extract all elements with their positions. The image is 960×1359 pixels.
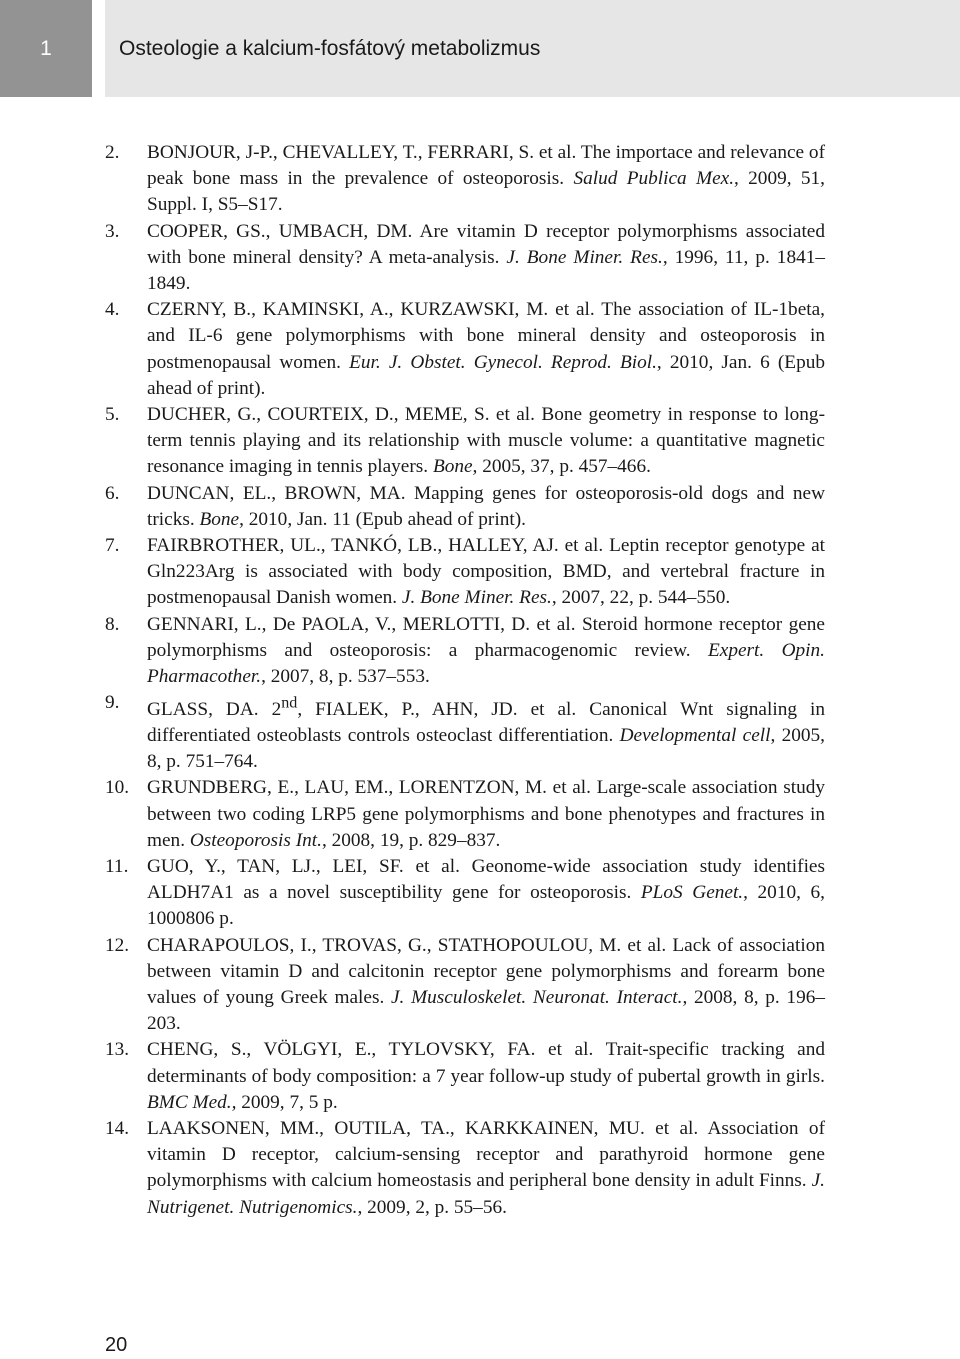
reference-segment: GLASS, DA. 2 bbox=[147, 698, 282, 720]
reference-number: 7. bbox=[105, 535, 120, 557]
reference-segment: , 2009, 2, p. 55–56. bbox=[357, 1196, 507, 1218]
reference-item bbox=[105, 854, 825, 933]
reference-number: 6. bbox=[105, 482, 120, 504]
reference-journal: Osteoporosis Int. bbox=[189, 829, 322, 851]
reference-segment: , 2005, 8, p. 751–764. bbox=[147, 724, 825, 773]
reference-segment: COOPER, GS., UMBACH, DM. Are vitamin D receptor polymorphisms associated with bone mineral density? A meta-analysis. bbox=[147, 220, 825, 268]
reference-segment: GENNARI, L., De PAOLA, V., MERLOTTI, D. et al. Steroid hormone receptor gene polymorphisms and osteoporosis: a pharmacogenomic review. bbox=[147, 613, 825, 661]
chapter-number: 1 bbox=[40, 36, 52, 60]
reference-journal: Bone bbox=[199, 508, 240, 530]
reference-number: 14. bbox=[105, 1117, 130, 1139]
reference-item bbox=[105, 481, 825, 533]
reference-text bbox=[147, 777, 825, 850]
reference-text bbox=[147, 1039, 825, 1112]
reference-segment: 2005, 37, p. 457–466. bbox=[477, 456, 651, 478]
reference-journal: Bone, bbox=[432, 456, 478, 478]
reference-journal: J. Musculoskelet. Neuronat. Interact. bbox=[391, 986, 683, 1008]
reference-segment: , 2007, 22, p. 544–550. bbox=[551, 587, 731, 609]
reference-item bbox=[105, 1116, 825, 1221]
reference-number: 9. bbox=[105, 692, 120, 714]
reference-item bbox=[105, 775, 825, 854]
reference-text bbox=[147, 694, 825, 773]
reference-item bbox=[105, 219, 825, 298]
reference-text bbox=[147, 1118, 825, 1218]
reference-item bbox=[105, 140, 825, 219]
reference-text bbox=[147, 142, 825, 215]
reference-item bbox=[105, 402, 825, 481]
reference-segment: FAIRBROTHER, UL., TANKÓ, LB., HALLEY, AJ. et al. Leptin receptor genotype at Gln223Arg is associated with body composition, BMD, and vertebral fracture in postmenopausal Danish women. bbox=[147, 535, 825, 609]
reference-segment: 2009, 7, 5 p. bbox=[236, 1091, 338, 1113]
reference-segment: LAAKSONEN, MM., OUTILA, TA., KARKKAINEN, MU. et al. Association of vitamin D receptor, calcium-sensing receptor and parathyroid hormone gene polymorphisms with calcium homeostasis and peripheral bone density in adult Finns. bbox=[147, 1117, 825, 1192]
reference-journal: J. Bone Miner. Res. bbox=[401, 587, 552, 609]
chapter-title: Osteologie a kalcium-fosfátový metabolizmus bbox=[119, 36, 541, 60]
reference-journal: J. Bone Miner. Res. bbox=[506, 246, 663, 268]
reference-item bbox=[105, 933, 825, 1038]
reference-number: 11. bbox=[105, 855, 129, 877]
reference-segment: BONJOUR, J-P., CHEVALLEY, T., FERRARI, S. et al. The importace and relevance of peak bone mass in the prevalence of osteoporosis. bbox=[147, 142, 825, 190]
reference-text bbox=[147, 483, 825, 530]
reference-segment: DUCHER, G., COURTEIX, D., MEME, S. et al. Bone geometry in response to long-term tennis playing and its relationship with muscle volume: a quantitative magnetic resonance imaging in tennis players. bbox=[147, 404, 825, 478]
reference-number: 3. bbox=[105, 220, 120, 242]
reference-number: 2. bbox=[105, 142, 120, 163]
reference-segment: , 2010, 6, 1000806 p. bbox=[147, 882, 825, 930]
reference-text bbox=[147, 535, 825, 608]
reference-journal: PLoS Genet. bbox=[640, 882, 744, 904]
reference-text bbox=[147, 935, 825, 1035]
reference-segment: , 1996, 11, p. 1841–1849. bbox=[147, 246, 826, 295]
reference-item bbox=[105, 1037, 825, 1116]
reference-number: 5. bbox=[105, 404, 120, 426]
reference-number: 8. bbox=[105, 613, 120, 635]
reference-segment: GUO, Y., TAN, LJ., LEI, SF. et al. Geonome-wide association study identifies ALDH7A1 as a novel susceptibility gene for osteoporosis. bbox=[147, 855, 825, 904]
reference-text bbox=[147, 856, 825, 929]
reference-item bbox=[105, 533, 825, 612]
chapter-number-box bbox=[0, 0, 92, 97]
reference-journal: Salud Publica Mex. bbox=[573, 168, 735, 190]
reference-segment: , 2010, Jan. 6 (Epub ahead of print). bbox=[147, 351, 825, 399]
reference-number: 13. bbox=[105, 1039, 130, 1061]
reference-superscript: nd bbox=[281, 694, 298, 712]
reference-journal: Eur. J. Obstet. Gynecol. Reprod. Biol. bbox=[349, 351, 657, 373]
reference-segment: GRUNDBERG, E., LAU, EM., LORENTZON, M. et al. Large-scale association study between two coding LRP5 gene polymorphisms and bone phenotypes and fractures in men. bbox=[147, 777, 825, 851]
reference-segment: CHENG, S., VÖLGYI, E., TYLOVSKY, FA. et al. Trait-specific tracking and determinants of body composition: a 7 year follow-up study of pubertal growth in girls. bbox=[147, 1039, 825, 1087]
reference-segment: , 2010, Jan. 11 (Epub ahead of print). bbox=[239, 508, 526, 530]
reference-item bbox=[105, 297, 825, 402]
chapter-header-bar bbox=[105, 0, 960, 97]
reference-number: 10. bbox=[105, 777, 130, 799]
reference-segment: , 2008, 19, p. 829–837. bbox=[321, 829, 501, 851]
reference-segment: , 2008, 8, p. 196–203. bbox=[147, 986, 825, 1035]
reference-segment: CHARAPOULOS, I., TROVAS, G., STATHOPOULOU, M. et al. Lack of association between vitamin D and calcitonin receptor gene polymorphisms and forearm bone values of young Greek males. bbox=[147, 934, 825, 1008]
reference-number: 4. bbox=[105, 299, 120, 321]
reference-segment: , FIALEK, P., AHN, JD. et al. Canonical Wnt signaling in differentiated osteoblasts controls osteoclast differentiation. bbox=[147, 698, 825, 746]
reference-number: 12. bbox=[105, 934, 130, 956]
reference-segment: , 2009, 51, Suppl. I, S5–S17. bbox=[147, 168, 825, 216]
reference-journal: Expert. Opin. Pharmacother. bbox=[147, 639, 826, 688]
reference-text bbox=[147, 299, 825, 399]
reference-text bbox=[147, 221, 825, 294]
reference-journal: J. Nutrigenet. Nutrigenomics. bbox=[147, 1170, 825, 1218]
reference-segment: , 2007, 8, p. 537–553. bbox=[261, 666, 430, 688]
reference-text bbox=[147, 614, 825, 687]
reference-journal: BMC Med., bbox=[147, 1091, 237, 1113]
reference-text bbox=[147, 404, 825, 477]
reference-item bbox=[105, 690, 825, 775]
reference-item bbox=[105, 612, 825, 691]
reference-segment: CZERNY, B., KAMINSKI, A., KURZAWSKI, M. et al. The association of IL-1beta, and IL-6 gene polymorphisms with bone mineral density and osteoporosis in postmenopausal women. bbox=[147, 299, 825, 373]
page-number: 20 bbox=[105, 1334, 128, 1356]
reference-journal: Developmental cell bbox=[619, 724, 771, 746]
reference-segment: DUNCAN, EL., BROWN, MA. Mapping genes for osteoporosis-old dogs and new tricks. bbox=[147, 482, 825, 530]
reference-list bbox=[105, 140, 825, 1221]
